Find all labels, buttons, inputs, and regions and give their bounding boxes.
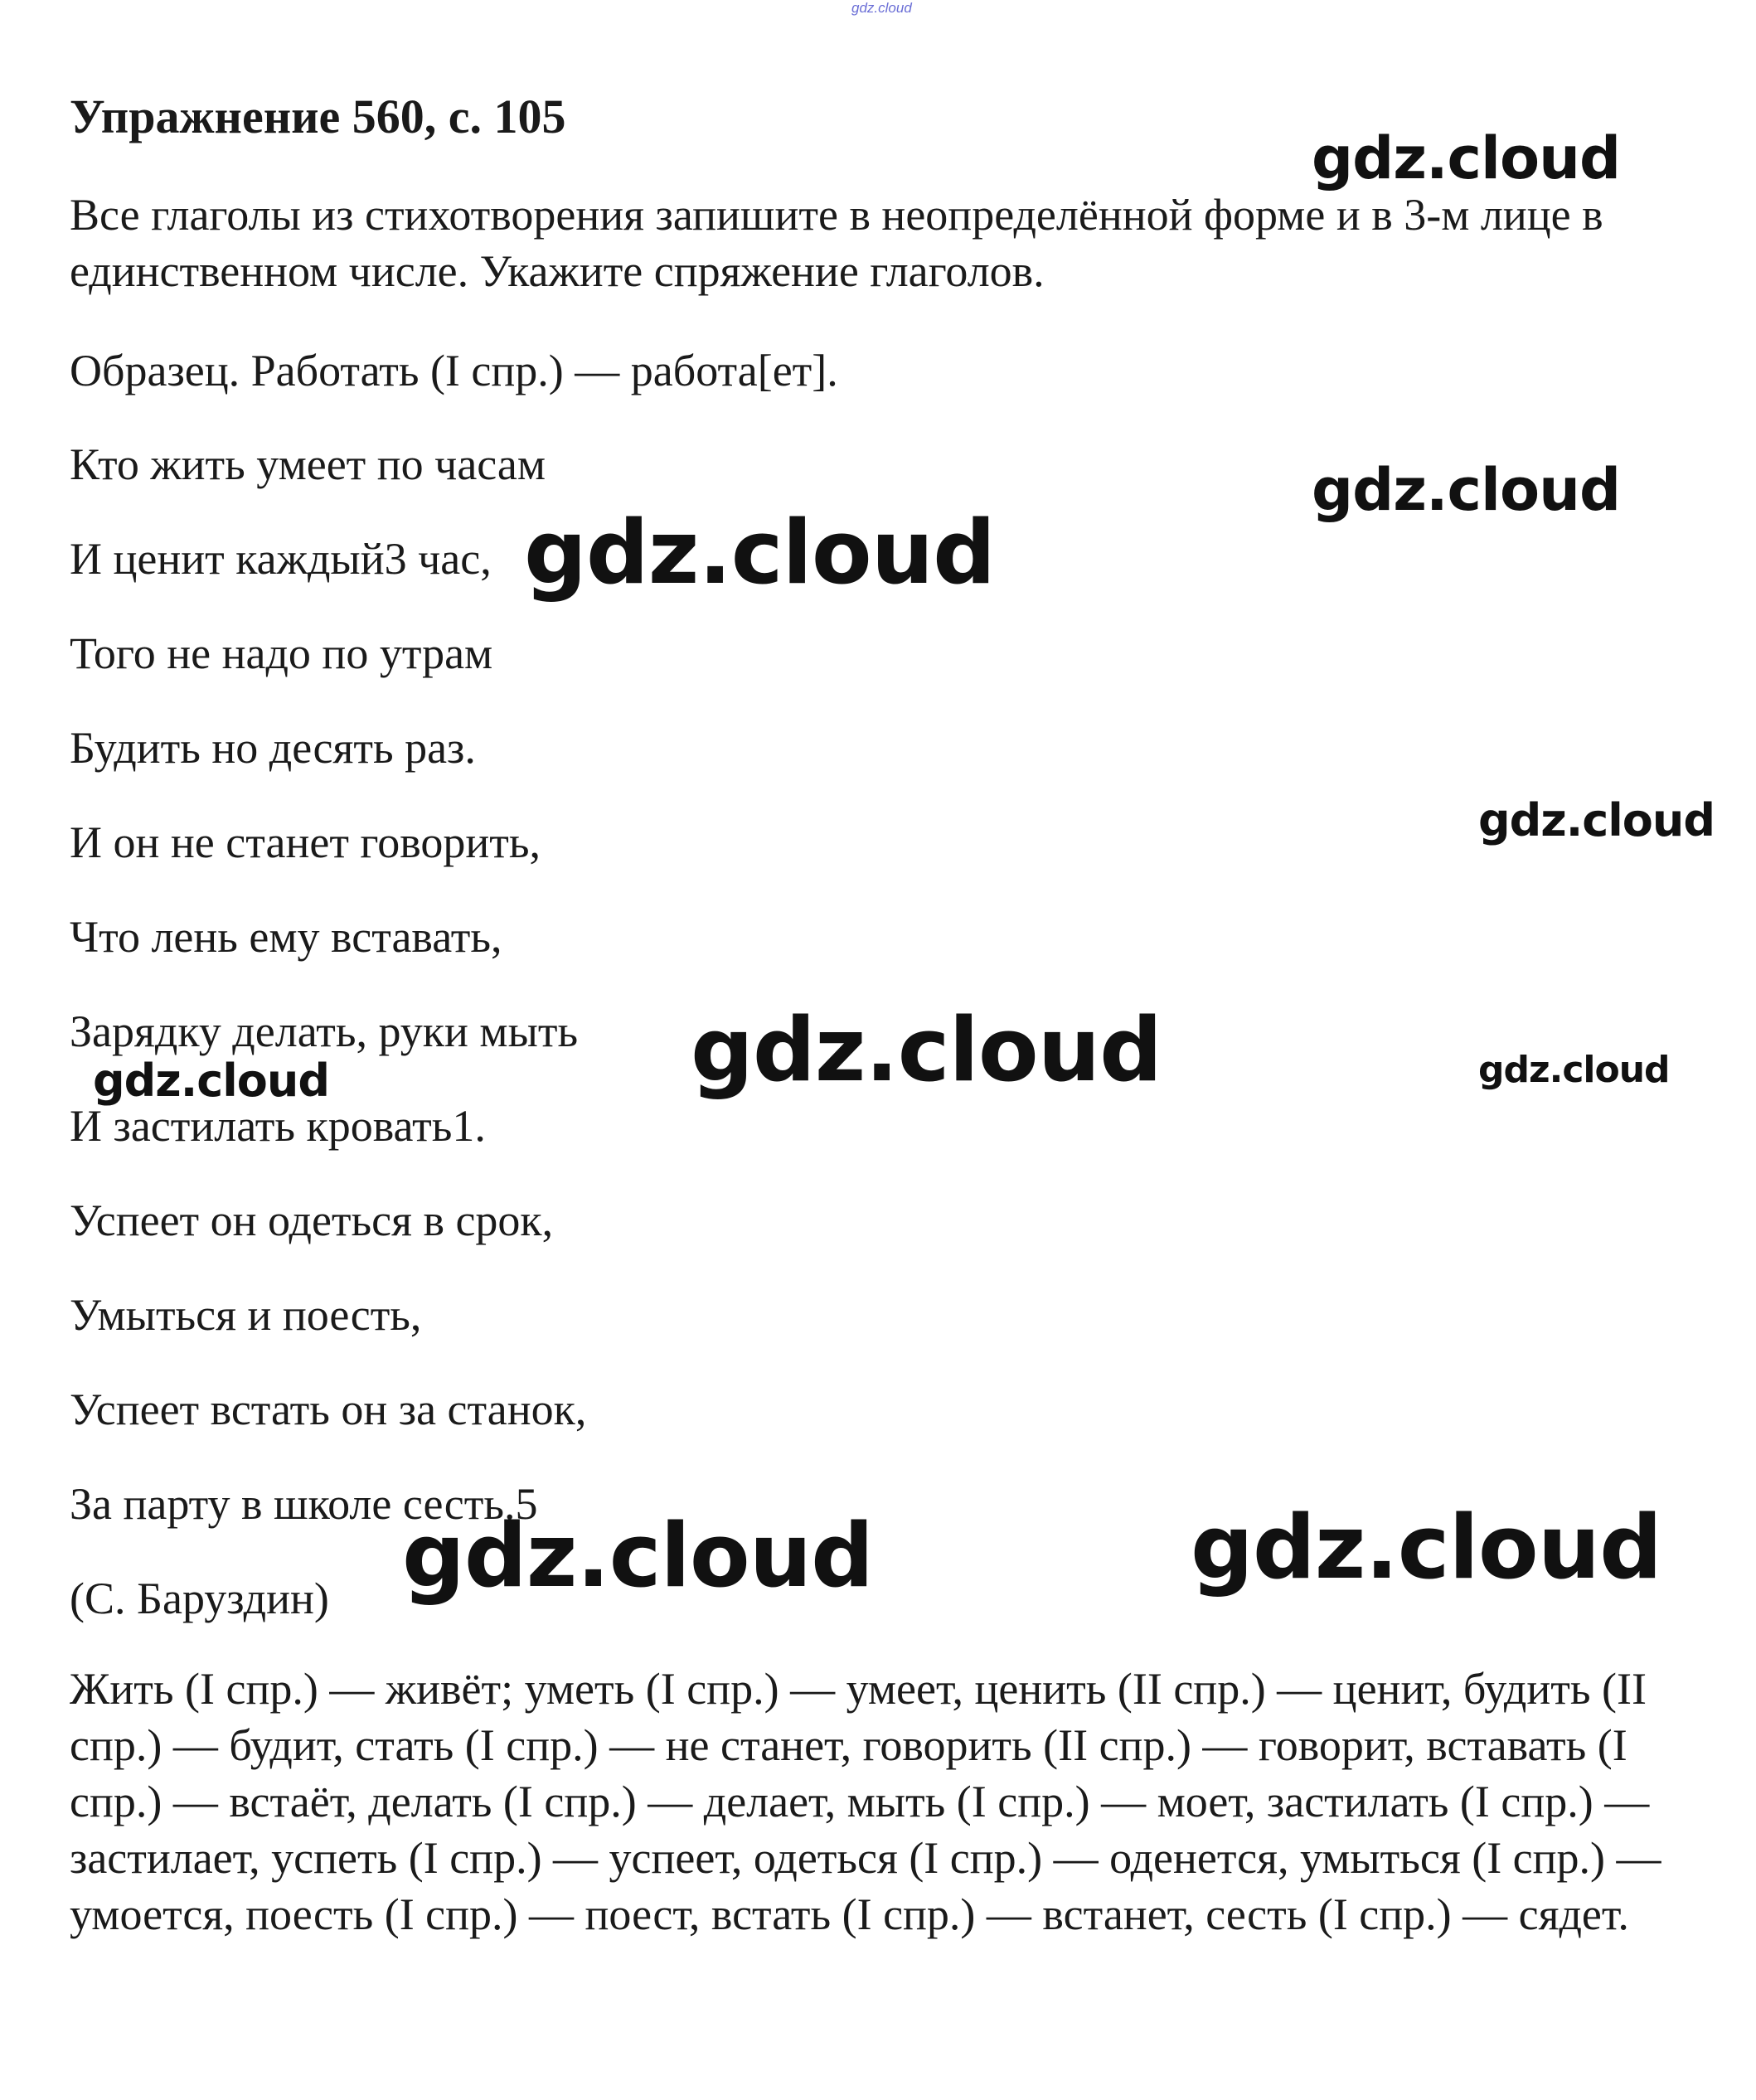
poem-line: Зарядку делать, руки мыть [70,1006,579,1056]
watermark: gdz.cloud [1191,1496,1662,1598]
poem-line: Будить но десять раз. [70,723,476,773]
watermark: gdz.cloud [524,502,996,604]
site-mark-top: gdz.cloud [851,0,912,16]
poem-line: Успеет встать он за станок, [70,1385,587,1434]
poem-line: И он не станет говорить, [70,817,541,867]
watermark: gdz.cloud [402,1505,874,1607]
watermark: gdz.cloud [691,999,1162,1101]
poem-line: Кто жить умеет по часам [70,439,546,489]
answer-text: Жить (I спр.) — живёт; уметь (I спр.) — умеет, ценить (II спр.) — ценит, будить (II спр.) — будит, стать (I спр.) — не станет, говорить (II спр.) — говорит, вставать (I спр.) — встаёт, делать (I спр.) — делает, мыть (I спр.) — моет, застилать (I спр.) — застилает, успеть (I спр.) — успеет, одеться (I спр.) — оденется, умыться (I спр.) — умоется, поесть (I спр.) — поест, встать (I спр.) — встанет, сесть (I спр.) — сядет. [70,1664,1661,1939]
poem-author: (С. Баруздин) [70,1574,329,1623]
poem-line: Умыться и поесть, [70,1290,422,1340]
watermark: gdz.cloud [93,1055,329,1107]
poem-line: И ценит каждый3 час, [70,534,492,584]
poem-line: Успеет он одеться в срок, [70,1195,554,1245]
poem-line: За парту в школе сесть.5 [70,1479,538,1529]
page-title: Упражнение 560, с. 105 [70,90,566,143]
watermark: gdz.cloud [1478,1049,1670,1091]
sample-text: Образец. Работать (I спр.) — работа[ет]. [70,346,838,395]
poem-line: Что лень ему вставать, [70,912,502,962]
poem-line: И застилать кровать1. [70,1101,486,1151]
watermark: gdz.cloud [1478,794,1715,846]
watermark: gdz.cloud [1312,456,1621,524]
task-text: Все глаголы из стихотворения запишите в неопределённой форме и в 3-м лице в единственном числе. Укажите спряжение глаголов. [70,190,1603,296]
poem-line: Того не надо по утрам [70,628,493,678]
watermark: gdz.cloud [1312,124,1621,192]
